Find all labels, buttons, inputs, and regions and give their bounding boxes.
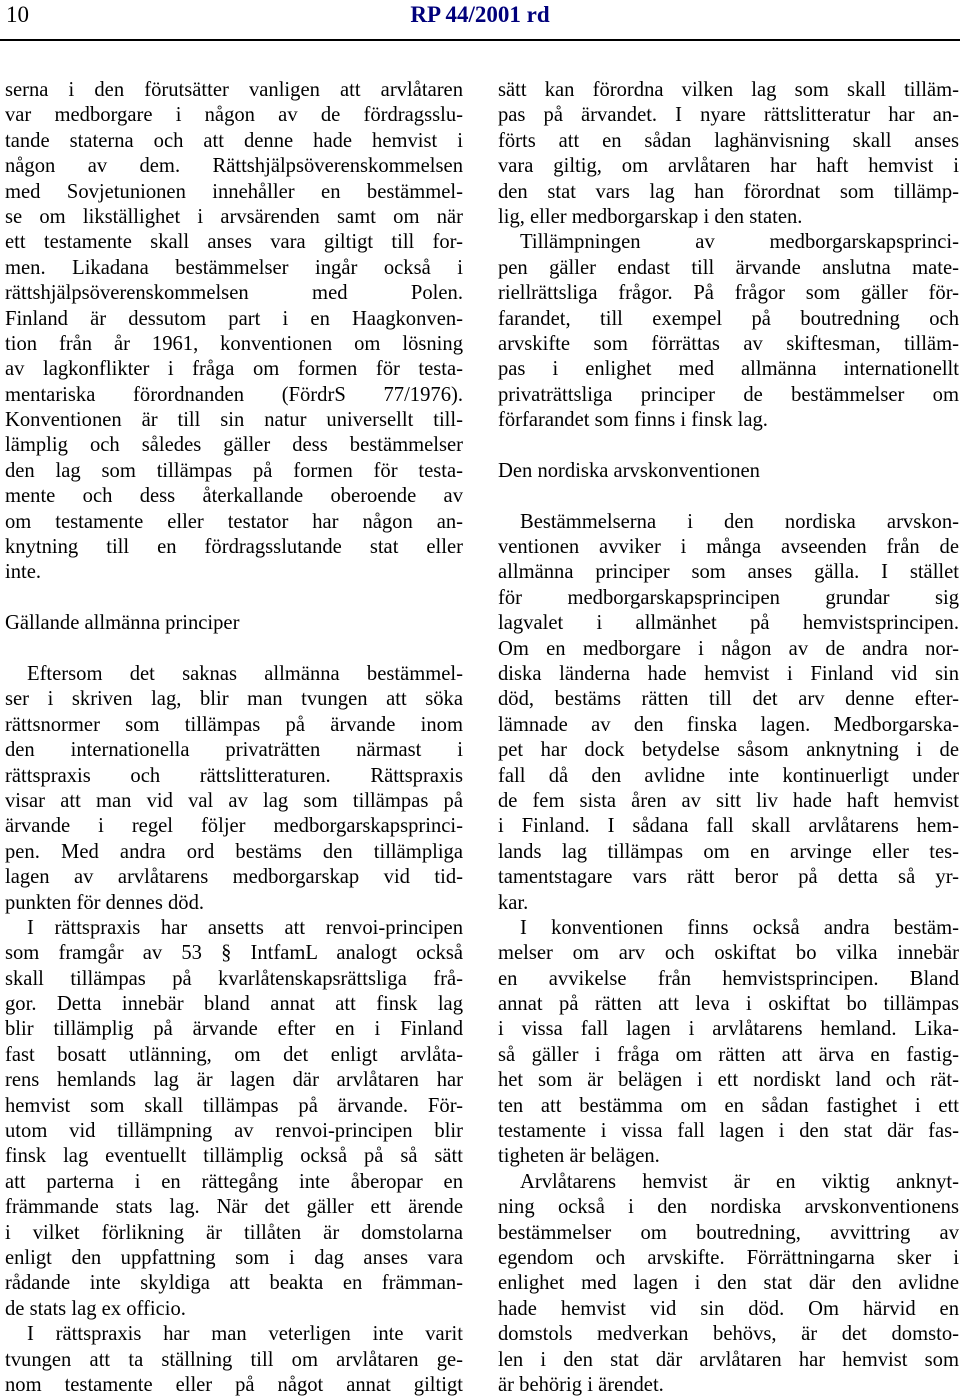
paragraph-gap xyxy=(498,433,959,458)
text-line: melser om arv och oskiftat bo vilka innebär xyxy=(498,942,959,965)
text-line: bestämmelser om boutredning, avvittring av xyxy=(498,1221,959,1244)
text-line: arvskifte som förrättas av skiftesman, tilläm- xyxy=(498,332,959,355)
text-line: se om likställighet i arvsärenden samt om när xyxy=(5,205,463,228)
text-line: de stats lag ex officio. xyxy=(5,1297,186,1320)
text-line: ning också i den nordiska arvskonventionens xyxy=(498,1196,959,1219)
text-line: diska länderna hade hemvist i Finland vid sin xyxy=(498,662,959,685)
text-line: I rättspraxis har man veterligen inte varit xyxy=(27,1323,463,1346)
text-line: fast bosatt utlänning, om det enligt arvlåta- xyxy=(5,1043,463,1066)
text-line: främmande stats lag. När det gäller ett ärende xyxy=(5,1196,463,1219)
right-column xyxy=(498,78,959,1398)
header-rule xyxy=(0,39,960,41)
text-line: i vissa fall lagen i arvlåtarens hemland. Lika- xyxy=(498,1018,959,1041)
text-line: lagvalet i allmänhet på hemvistsprincipen. xyxy=(498,612,959,635)
text-line: het som är belägen i ett nordiskt land och rät- xyxy=(498,1069,959,1092)
text-line: ten att bestämma om en sådan fastighet i ett xyxy=(498,1094,959,1117)
text-line: rådande inte skyldiga att beakta en främman- xyxy=(5,1272,463,1295)
text-line: Tillämpningen av medborgarskapsprinci- xyxy=(520,231,959,254)
page-number: 10 xyxy=(6,2,29,27)
text-line: död, bestäms rätten till det arv denne efter- xyxy=(498,688,959,711)
text-line: riellrättsliga frågor. På frågor som gäller för- xyxy=(498,282,959,305)
text-line: Finland är dessutom part i en Haagkonven- xyxy=(5,307,463,330)
text-line: Om en medborgare i någon av de andra nor- xyxy=(498,637,959,660)
text-line: enlighet med lagen i den stat där den avlidne xyxy=(498,1272,959,1295)
text-line: pet har dock betydelse såsom anknytning i de xyxy=(498,739,959,762)
text-line: inte. xyxy=(5,561,42,584)
text-line: ser i skriven lag, blir man tvungen att söka xyxy=(5,688,463,711)
text-line: len i den stat där arvlåtaren har hemvist som xyxy=(498,1348,959,1371)
text-line: utom vid tillämpning av renvoi-principen blir xyxy=(5,1120,463,1143)
text-line: nom testamente eller på något annat giltigt xyxy=(5,1373,463,1396)
text-line: Konventionen är till sin natur universellt till- xyxy=(5,409,463,432)
text-line: lagen av arvlåtarens medborgarskap vid tid- xyxy=(5,866,463,889)
text-line: tion från år 1961, konventionen om lösning xyxy=(5,332,463,355)
text-line: så gäller i fråga om rätten att ärva en fastig- xyxy=(498,1043,959,1066)
text-line: knytning till en fördragsslutande stat eller xyxy=(5,536,463,559)
text-line: allmänna principer som anses gälla. I stället xyxy=(498,561,959,584)
text-line: visar att man vid val av lag som tillämpas på xyxy=(5,789,463,812)
text-line: den stat vars lag han förordnat som tillämp- xyxy=(498,180,959,203)
text-line: med Sovjetunionen innehåller en bestämmel- xyxy=(5,180,463,203)
text-line: förts att en sådan laghänvisning skall anses xyxy=(498,129,959,152)
text-line: rättshjälpsöverenskommelsen med Polen. xyxy=(5,282,463,305)
text-line: farandet, till exempel på boutredning och xyxy=(498,307,959,330)
text-line: en avvikelse från hemvistsprincipen. Bland xyxy=(498,967,959,990)
text-line: den internationella privaträtten närmast i xyxy=(5,739,463,762)
text-line: sätt kan förordna vilken lag som skall tilläm- xyxy=(498,79,959,101)
text-line: för medborgarskapsprincipen grundar sig xyxy=(498,586,959,609)
text-line: I rättspraxis har ansetts att renvoi-principen xyxy=(27,916,463,939)
text-line: att parterna i en rättegång inte åberopar en xyxy=(5,1170,463,1193)
text-line: pas på ärvandet. I nyare rättslitteratur har an- xyxy=(498,104,959,127)
text-line: tande staterna och att denne hade hemvist i xyxy=(5,129,463,152)
text-line: är behörig i ärendet. xyxy=(498,1373,664,1396)
text-line: förfarandet som finns i finsk lag. xyxy=(498,409,768,432)
text-line: den lag som tillämpas på formen för testa- xyxy=(5,459,463,482)
text-line: annat på rätten att leva i oskiftat bo tillämpas xyxy=(498,993,959,1016)
text-line: vara giltig, om arvlåtaren har haft hemvist i xyxy=(498,155,959,178)
text-line: var medborgare i någon av de fördragsslu- xyxy=(5,104,463,127)
text-line: privaträttsliga principer de bestämmelser om xyxy=(498,383,959,406)
text-line: lands lag tillämpas om en arvinge eller tes- xyxy=(498,840,959,863)
text-line: testamente i vissa fall lagen i den stat där fas- xyxy=(498,1120,959,1143)
paragraph-gap xyxy=(5,586,463,611)
text-line: om testamente eller testator har någon an- xyxy=(5,510,463,533)
text-line: tigheten är belägen. xyxy=(498,1145,660,1168)
text-line: pen gäller endast till ärvande anslutna mate- xyxy=(498,256,959,279)
text-line: tamentstagare vars rätt beror på detta så yr- xyxy=(498,866,959,889)
left-column xyxy=(5,78,463,1398)
text-line: pas i enlighet med allmänna internationellt xyxy=(498,358,959,381)
text-line: någon av dem. Rättshjälpsöverenskommelsen xyxy=(5,155,463,178)
text-line: lämnade av den finska lagen. Medborgarska- xyxy=(498,713,959,736)
paragraph-gap xyxy=(498,484,959,509)
text-line: gor. Detta innebär bland annat att finsk lag xyxy=(5,993,463,1016)
text-line: domstols medverkan behövs, är det domsto- xyxy=(498,1323,959,1346)
text-line: egendom och arvskifte. Förrättningarna sker i xyxy=(498,1246,959,1269)
text-line: kar. xyxy=(498,891,529,914)
text-line: Den nordiska arvskonventionen xyxy=(498,459,760,482)
text-line: I konventionen finns också andra bestäm- xyxy=(520,916,959,939)
text-line: enligt den uppfattning som i dag anses vara xyxy=(5,1246,463,1269)
text-line: i Finland. I sådana fall skall arvlåtarens hem- xyxy=(498,815,959,838)
text-line: rättsnormer som tillämpas på ärvande inom xyxy=(5,713,463,736)
text-line: skall tillämpas på kvarlåtenskapsrättsliga frå- xyxy=(5,967,463,990)
text-line: pen. Med andra ord bestäms den tillämpliga xyxy=(5,840,463,863)
text-line: Eftersom det saknas allmänna bestämmel- xyxy=(27,662,463,685)
text-line: ventionen avviker i många avseenden från de xyxy=(498,536,959,559)
text-line: Bestämmelserna i den nordiska arvskon- xyxy=(520,510,959,533)
text-line: men. Likadana bestämmelser ingår också i xyxy=(5,256,463,279)
document-id: RP 44/2001 rd xyxy=(410,2,550,27)
text-line: lig, eller medborgarskap i den staten. xyxy=(498,205,803,228)
text-line: Gällande allmänna principer xyxy=(5,612,240,635)
text-line: av lagkonflikter i fråga om formen för testa- xyxy=(5,358,463,381)
text-line: rens hemlands lag är lagen där arvlåtaren har xyxy=(5,1069,463,1092)
text-line: blir tillämplig på ärvande efter en i Finland xyxy=(5,1018,463,1041)
text-line: Arvlåtarens hemvist är en viktig anknyt- xyxy=(520,1170,959,1193)
text-line: som framgår av 53 § IntfamL analogt också xyxy=(5,942,463,965)
paragraph-gap xyxy=(5,637,463,662)
text-line: ärvande i regel följer medborgarskapsprinci- xyxy=(5,815,463,838)
text-line: tvungen att ta ställning till om arvlåtaren ge- xyxy=(5,1348,463,1371)
text-line: finsk lag eventuellt tillämplig också på så sätt xyxy=(5,1145,463,1168)
text-line: i vilket förlikning är tillåten är domstolarna xyxy=(5,1221,463,1244)
text-line: serna i den förutsätter vanligen att arvlåtaren xyxy=(5,79,463,101)
text-line: rättspraxis och rättslitteraturen. Rättspraxis xyxy=(5,764,463,787)
text-line: punkten för dennes död. xyxy=(5,891,205,914)
text-line: hade hemvist vid sin död. Om härvid en xyxy=(498,1297,959,1320)
text-line: ett testamente skall anses vara giltigt till for- xyxy=(5,231,463,254)
text-line: mente och dess återkallande oberoende av xyxy=(5,485,463,508)
text-line: fall då den avlidne inte kontinuerligt under xyxy=(498,764,959,787)
text-line: lämplig och således gäller dess bestämmelser xyxy=(5,434,463,457)
text-line: de fem sista åren av sitt liv hade haft hemvist xyxy=(498,789,959,812)
text-line: mentariska förordnanden (FördrS 77/1976). xyxy=(5,383,463,406)
text-line: hemvist som skall tillämpas på ärvande. För- xyxy=(5,1094,463,1117)
